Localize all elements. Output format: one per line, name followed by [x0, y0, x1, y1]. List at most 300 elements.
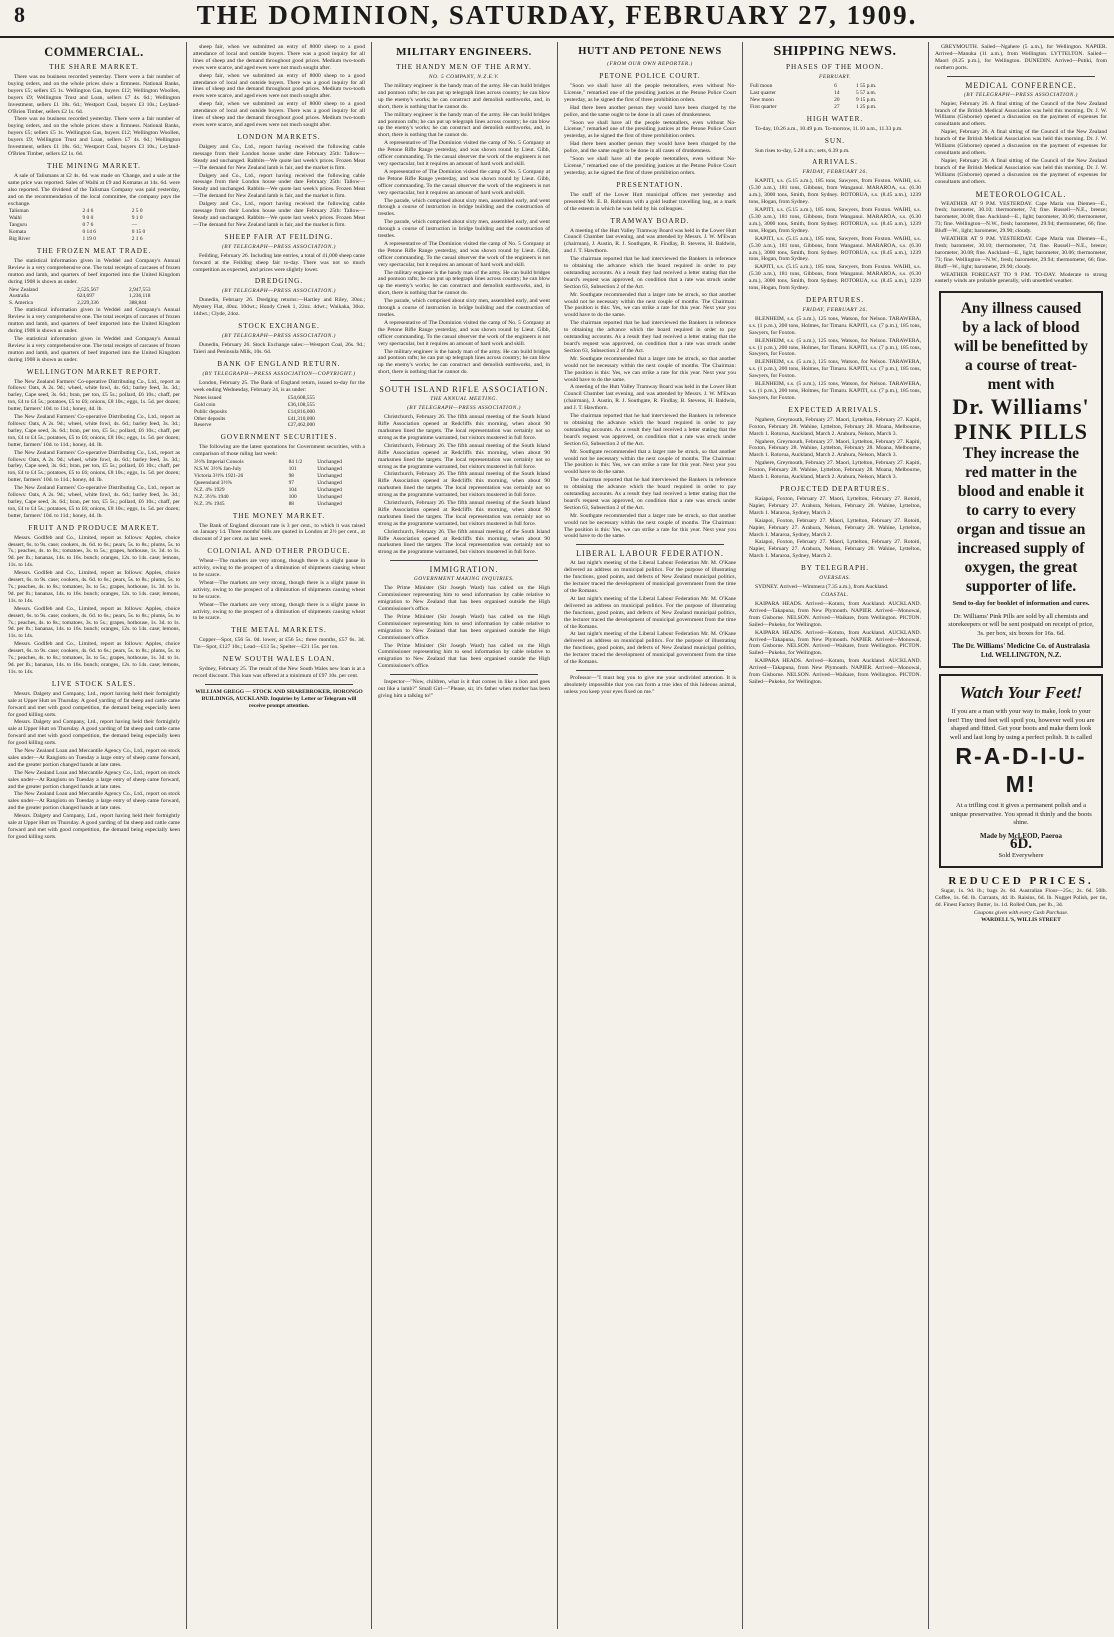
table-row: [8, 293, 180, 300]
article-title: TRAMWAY BOARD.: [610, 216, 690, 225]
table-cell: Unchanged: [317, 479, 342, 486]
ad-maker: The Dr. Williams' Medicine Co. of Australasia Ltd. WELLINGTON, N.Z.: [952, 642, 1090, 660]
article-text: WEATHER AT 9 P.M. YESTERDAY. Cape Maria van Diemen—E., fresh; barometer, 30.10; thermometer, 74; fine. Russell—N.E., breeze; barometer, 30.08; fine. Auckland—E., light; barometer, 30.06; thermometer, 73; fine. Wellington—N.W., fresh; barometer, 29.94; thermometer, 66; fine. Bluff—W., light; barometer, 29.90; cloudy.: [935, 236, 1107, 270]
table-row: [749, 104, 921, 111]
table-cell: Gold coin: [194, 401, 216, 408]
article-text: The chairman reported that he had interviewed the Bankers in reference to obtaining the advance which the board required in order to pay outstanding accounts. As a result they had received a letter stating that the board's request was approved, on condition that a rate was struck under Section 63, Subsection 2 of the Act.: [564, 477, 736, 511]
article-text: Kaiapoi, Foxton, February 27. Maori, Lyttelton, February 27. Rotoiti, Napier, February 27. Arahura, Nelson, February 28. Wahine, Lyttelton, March 1. Mararoa, Sydney, March 2.: [749, 517, 921, 538]
article-text: To-day, 10.26 a.m., 10.49 p.m. To-morrow, 11.10 a.m., 11.33 p.m.: [755, 125, 903, 132]
table-cell: Unchanged: [317, 500, 342, 507]
article-text: Dunedin, February 26. Dredging returns:—Hartley and Riley, 30oz.; Mystery Flat, 40oz. 10dwt.; Hundy Creek 1, 22oz. 4dwt.; Waikaka, 30oz. 14dwt.; Clyde, 24oz.: [193, 297, 365, 318]
article-text: The parade, which comprised about sixty men, assembled early, and went through a course of instruction in bridge building and the construction of trestles.: [378, 298, 550, 318]
table-row: [193, 395, 365, 402]
broker-advertisement: WILLIAM GREGG — STOCK AND SHAREBROKER, HORONGO BUILDINGS, AUCKLAND. Inquiries by Letter or Telegram will receive prompt attention.: [195, 689, 363, 709]
table-cell: 5 57 a.m.: [855, 89, 876, 96]
article-subtitle: THE ANNUAL MEETING.: [430, 396, 498, 403]
article-text: Ngahere, Greymouth, February 27. Maori, Lyttelton, February 27. Kapiti, Foxton, February 28. Wahine, Lyttelton, February 28. Moana, Melbourne, March 1. Rotorua, Auckland, March 2. Arahura, Nelson, March 3.: [749, 416, 921, 437]
article-subtitle: (BY TELEGRAPH—PRESS ASSOCIATION.): [222, 288, 336, 295]
table-cell: Australia: [9, 293, 29, 300]
article-title: SUN.: [824, 136, 846, 145]
article-subtitle: (FROM OUR OWN REPORTER.): [607, 61, 693, 67]
table-row: [193, 487, 365, 494]
table-cell: 98: [288, 472, 294, 479]
article-text: The following are the latest quotations for Government securities, with a comparison of those ruling last week:: [193, 444, 365, 458]
ad-line: oxygen, the great: [964, 559, 1078, 577]
ad-brand: Dr. Williams': [952, 394, 1090, 420]
article-text: A meeting of the Hutt Valley Tramway Board was held in the Lower Hutt Council Chamber last evening, and was attended by Messrs. J. W. M'Ewan (chairman), J. Austin, R. J. Southgate, R. Findlay, B. Stevens, H. Baldwin, and J. T. Hawthorn.: [564, 227, 736, 255]
article-title: PROJECTED DEPARTURES.: [780, 484, 890, 493]
ad-line: They increase the: [963, 445, 1079, 463]
article-text: KAIPARA HEADS. Arrived—Kotutu, from Auckland. AUCKLAND. Arrived—Takapuna, from New Plymouth. NAPIER. Arrived—Monowai, from Gisborne. NELSON. Arrived—Waikare, from Wellington. PICTON. Sailed—Pukeko, for Wellington.: [749, 601, 921, 628]
ad-body: At a trifling cost it gives a permanent polish and a unique preservative. You spread it thinly and the boots shine.: [950, 802, 1092, 827]
table-cell: Queensland 3½%: [194, 479, 233, 486]
article-text: Mr. Southgate recommended that a larger rate be struck, so that another would not be necessary within the next couple of months. The Chairman: The position is this: Yes, we can strike a rate for this year. Next year you would have to do the same.: [564, 448, 736, 476]
article-title: THE SHARE MARKET.: [49, 63, 139, 71]
table-cell: Unchanged: [317, 459, 342, 466]
reduced-prices-heading: REDUCED PRICES.: [948, 875, 1094, 888]
table-row: [8, 208, 180, 215]
ad-line: increased supply of: [957, 540, 1085, 558]
article-title: LONDON MARKETS.: [237, 132, 321, 141]
table-cell: 388,844: [129, 300, 147, 307]
article-text: A meeting of the Hutt Valley Tramway Board was held in the Lower Hutt Council Chamber last evening, and was attended by Messrs. J. W. M'Ewan (chairman), J. Austin, R. J. Southgate, R. Findlay, B. Stevens, H. Baldwin, and J. T. Hawthorn.: [564, 384, 736, 412]
column-rule: [928, 42, 929, 1629]
table-row: [8, 222, 180, 229]
article-text: Wheat—The markets are very strong, though there is a slight pause in activity, owing to the prospect of a diminution of shipments causing wheat to be scarce.: [193, 601, 365, 622]
article-text: KAPITI, s.s. (5.15 a.m.), 185 tons, Sawyers, from Foxton. WAIHI, s.s. (5.30 a.m.), 181 tons, Gibbons, from Wanganui. MARAROA, s.s. (6.30 a.m.), 3000 tons, Smith, from Sydney. ROTORUA, s.s. (8.45 a.m.), 1239 tons, Hogan, from Sydney.: [749, 235, 921, 263]
article-text: sheep fair, when we submitted an entry of 8000 sheep to a good attendance of local and outside buyers. There was a good inquiry for all lines of sheep and the demand throughout good prices. Medium two-tooth ewes were scarce, and aged ewes were not much sought after.: [193, 44, 365, 71]
column-shipping: [749, 44, 921, 1629]
article-text: Napier, February 26. A final sitting of the Council of the New Zealand branch of the British Medical Association was held this morning. Dr. J. W. Williams (Gisborne) opened a discussion on the payment of expenses for consultants and others.: [935, 129, 1107, 156]
divider: [947, 76, 1095, 77]
article-title: SOUTH ISLAND RIFLE ASSOCIATION.: [379, 385, 549, 395]
article-text: Professor—"I must beg you to give me your undivided attention. It is absolutely impossible that you can form a true idea of this hideous animal, unless you keep your eyes fixed on me.": [564, 674, 736, 695]
article-text: The New Zealand Farmers' Co-operative Distributing Co., Ltd., report as follows: Oats, A 2s. 9d.; wheel, white fowl, 4s. 6d.; barley feed, 3s. 3d.; barley, Cape seed, 3s. 6d.; bran, per ton, £5 5s.; pollard, £6 10s.; chaff, per ton, £4 to £4 5s.; potatoes, £5 to £6; onions, £8 10s.; eggs, 1s. 5d. per dozen; butter, farmers' 10d. to 11d.; honey, 4d. lb.: [8, 414, 180, 448]
article-text: GREYMOUTH. Sailed—Ngahere (5 a.m.), for Wellington. NAPIER. Arrived—Manuka (11 a.m.), from Wellington. LYTTELTON. Sailed—Maori (8.25 p.m.), for Wellington. DUNEDIN. Arrived—Putiki, from northern ports.: [935, 44, 1107, 71]
table-cell: Talisman: [9, 208, 29, 215]
table-cell: Komata: [9, 229, 27, 236]
article-text: Inspector—"Now, children, what is it that comes in like a lion and goes out like a lamb?" Small Girl—"Please, sir, it's father when mother has been giving him a talking to!": [378, 679, 550, 699]
table-cell: 27: [834, 103, 840, 110]
article-title: THE MINING MARKET.: [47, 161, 141, 170]
ad-sold: Sold Everywhere: [998, 851, 1044, 859]
table-cell: 1 19 0: [82, 236, 96, 243]
article-text: Sydney, February 25. The result of the New South Wales new loan is at a record discount. This loan was offered at a minimum of £97 10s. per cent.: [193, 666, 365, 680]
article-text: Ngahere, Greymouth, February 27. Maori, Lyttelton, February 27. Kapiti, Foxton, February 28. Wahine, Lyttelton, February 28. Moana, Melbourne, March 1. Rotorua, Auckland, March 2. Arahura, Nelson, March 3.: [749, 438, 921, 459]
table-cell: Unchanged: [317, 486, 342, 493]
article-text: The staff of the Lower Hutt municipal offices met yesterday and presented Mr. E. B. Robinson with a gold leather travelling bag, as a mark of the esteem in which he was held by his colleagues.: [564, 191, 736, 212]
moon-phases-table: [749, 83, 921, 111]
table-row: [749, 90, 921, 97]
table-cell: 14: [834, 89, 840, 96]
table-row: [193, 409, 365, 416]
month-label: FEBRUARY.: [819, 74, 851, 80]
article-text: The military engineer is the handy man of the army. He can build bridges and pontoon rafts; he can put up telegraph lines across country; he can blow up the enemy's works; he can construct and demolish earthworks, and, in short, there is nothing that he cannot do.: [378, 83, 550, 110]
table-row: [193, 501, 365, 508]
table-cell: 2,229,336: [77, 300, 99, 307]
article-subtitle: THE HANDY MEN OF THE ARMY.: [396, 63, 532, 71]
article-text: Napier, February 26. A final sitting of the Council of the New Zealand branch of the British Medical Association was held this morning. Dr. J. W. Williams (Gisborne) opened a discussion on the payment of expenses for consultants and others.: [935, 157, 1107, 185]
ad-line: a course of treat-: [964, 357, 1078, 375]
table-cell: 2,525,567: [77, 286, 99, 293]
table-cell: Other deposits: [194, 415, 226, 422]
table-cell: £54,608,555: [287, 394, 315, 401]
article-text: There was no business recorded yesterday. There were a fair number of buying orders, and on the whole prices show a firmness. National Banks, buyers £5; sellers £5 1s. Wellington Gas, buyers £12; Wellington Woollen, buyers £9; Wellington Trust and Loan, sellers £7 4s. 6d.; Wellington Investment, sellers £1 18s. 6d.; Westport Coal, buyers £3 10s.; Leyland-O'Brien Timber, sellers £2 1s. 6d.: [8, 74, 180, 115]
ad-body: If you are a man with your way to make, look to your feet! Tiny tired feet will spoil you, however well you are shaped and fitted. Get your boots and make them look well and last long by using a perfect polish. It is called: [947, 708, 1095, 741]
pink-pills-advertisement: [939, 291, 1103, 668]
table-cell: Reserve: [194, 422, 212, 429]
article-title: ARRIVALS.: [812, 158, 858, 167]
article-title: SHEEP FAIR AT FEILDING.: [224, 232, 334, 241]
article-text: Kaiapoi, Foxton, February 27. Maori, Lyttelton, February 27. Rotoiti, Napier, February 27. Arahura, Nelson, February 28. Wahine, Lyttelton, March 1. Mararoa, Sydney, March 2.: [749, 539, 921, 560]
article-text: sheep fair, when we submitted an entry of 8000 sheep to a good attendance of local and outside buyers. There was a good inquiry for all lines of sheep and the demand throughout good prices. Medium two-tooth ewes were scarce, and aged ewes were not much sought after.: [193, 72, 365, 100]
section-heading: SHIPPING NEWS.: [773, 44, 897, 59]
table-cell: 0 7 6: [82, 222, 94, 229]
table-cell: 1,236,118: [129, 293, 151, 300]
price-list: Sugar, 1s. 9d. lb.; bags 2s. 6d. Australian Flour—25s.; 2s. 6d. 50lb. Coffee, 1s. 6d. lb. Currants, 4d. lb. Raisins, 6d. lb. Nugget Polish, per tin, 4d. Finest Factory Butter, 1s. 1d. Rolled Oats, per lb., 3d.: [935, 888, 1107, 909]
article-text: Messrs. Godlfeb and Co., Limited, report as follows: Apples, choice dessert, 6s. to 9s. case; cookers, 4s. 6d. to 6s.; pears, 5s. to 8s.; plums, 5s. to 7s.; peaches, 4s. to 8s.; tomatoes, 3s. to 5s.; grapes, hothouse, 1s. 3d. to 1s. 9d. per lb.; bananas, 14s. to 16s. bunch; oranges, 12s. to 14s. case; lemons, 11s. to 14s.: [8, 534, 180, 569]
table-row: [193, 416, 365, 423]
article-text: The Prime Minister (Sir Joseph Ward) has called on the High Commissioner representing him to send information by cable relative to emigration to New Zealand that has been organised outside the High Commissioner's office.: [378, 613, 550, 641]
ad-line: by a lack of blood: [962, 319, 1080, 337]
table-cell: Big River: [9, 236, 31, 243]
table-cell: Unchanged: [317, 466, 342, 473]
article-title: WELLINGTON MARKET REPORT.: [26, 367, 162, 376]
article-text: BLENHEIM, s.s. (5 a.m.), 125 tons, Watson, for Nelson. TARAWERA, s.s. (1 p.m.), 200 tons, Holmes, for Timaru. KAPITI, s.s. (7 p.m.), 185 tons, Sawyers, for Foxton.: [749, 359, 921, 380]
article-title: COLONIAL AND OTHER PRODUCE.: [207, 547, 351, 556]
article-text: The chairman reported that he had interviewed the Bankers in reference to obtaining the advance which the board required in order to pay outstanding accounts. As a result they had received a letter stating that the board's request was approved, on condition that a rate was struck under Section 63, Subsection 2 of the Act.: [564, 413, 736, 447]
article-text: Mr. Southgate recommended that a larger rate be struck, so that another would not be necessary within the next couple of months. The Chairman: The position is this: Yes, we can strike a rate for this year. Next year you would have to do the same.: [564, 291, 736, 319]
ad-price: 6D.: [1009, 835, 1033, 852]
article-text: "Soon we shall have all the people teetotallers, even without No-License," remarked one of the presiding justices at the Petone Police Court yesterday, as he signed the first of three prohibition orders.: [564, 119, 736, 140]
article-subtitle: OVERSEAS.: [819, 575, 851, 582]
article-text: At last night's meeting of the Liberal Labour Federation Mr. M. O'Kane delivered an address on municipal politics. For the purpose of illustrating the functions, good points, and defects of New Zealand municipal politics, the lecturer traced the development of municipal government from the time of the Romans.: [564, 595, 736, 630]
table-cell: Unchanged: [317, 493, 342, 500]
divider: [390, 380, 538, 381]
column-medical-ads: [935, 44, 1107, 1629]
table-row: [749, 83, 921, 90]
ad-brand: PINK PILLS: [953, 419, 1089, 445]
ad-line: red matter in the: [965, 464, 1077, 482]
table-cell: 9 15 p.m.: [855, 96, 877, 103]
article-text: The statistical information given in Weddel and Company's Annual Review is a very comprehensive one. The total receipts of carcases of frozen mutton and lamb, and quarters of beef imported into the United Kingdom during 1908 is shown as under.: [8, 307, 180, 334]
divider: [205, 684, 353, 685]
article-title: NEW SOUTH WALES LOAN.: [222, 655, 336, 664]
ad-title: Watch Your Feet!: [959, 683, 1083, 703]
article-title: PETONE POLICE COURT.: [599, 72, 701, 80]
article-text: Dalgety and Co., Ltd., report having received the following cable message from their London house under date February 25th: Tallow—Steady and unchanged. Rabbits—We quote last week's prices. Frozen Meat—The demand for New Zealand lamb is fair, and the market is firm.: [193, 201, 365, 228]
column-rule: [557, 42, 558, 1629]
article-text: At last night's meeting of the Liberal Labour Federation Mr. M. O'Kane delivered an address on municipal politics. For the purpose of illustrating the functions, good points, and defects of New Zealand municipal politics, the lecturer traced the development of municipal government from the time of the Romans.: [564, 631, 736, 666]
table-cell: £41,310,000: [287, 415, 315, 422]
article-text: BLENHEIM, s.s. (5 a.m.), 125 tons, Watson, for Nelson. TARAWERA, s.s. (1 p.m.), 200 tons, Holmes, for Timaru. KAPITI, s.s. (7 p.m.), 185 tons, Sawyers, for Foxton.: [749, 337, 921, 358]
article-subtitle: GOVERNMENT MAKING INQUIRIES.: [413, 576, 515, 583]
article-text: The statistical information given in Weddel and Company's Annual Review is a very comprehensive one. The total receipts of carcases of frozen mutton and lamb, and quarters of beef imported into the United Kingdom during 1908 is shown as under.: [8, 257, 180, 285]
table-cell: 9 1 0: [131, 215, 143, 222]
article-text: A sale of Talismans at £2 4s. 6d. was made on 'Change, and a sale at the same price was reported. Sales of Waihi at £9 and Komatas at 14s. 6d. were also reported. The dividend of the Talisman Company was paid yesterday, and on the recommendation of the local committee, the company pays the exchange.: [8, 172, 180, 207]
article-text: Sun rises to-day, 5.28 a.m.; sets, 6.39 p.m.: [755, 147, 850, 154]
table-cell: Tanguru: [9, 222, 27, 229]
article-text: sheep fair, when we submitted an entry of 8000 sheep to a good attendance of local and outside buyers. There was a good inquiry for all lines of sheep and the demand throughout good prices. Medium two-tooth ewes were scarce, and aged ewes were not much sought after.: [193, 101, 365, 128]
table-cell: Victoria 3½% 1921-26: [194, 472, 244, 479]
table-cell: £36,108,555: [287, 401, 315, 408]
table-cell: 2 4 6: [82, 208, 94, 215]
table-row: [8, 215, 180, 222]
article-text: Messrs. Godlfeb and Co., Limited, report as follows: Apples, choice dessert, 6s. to 9s. case; cookers, 4s. 6d. to 6s.; pears, 5s. to 8s.; plums, 5s. to 7s.; peaches, 4s. to 8s.; tomatoes, 3s. to 5s.; grapes, hothouse, 1s. 3d. to 1s. 9d. per lb.; bananas, 14s. to 16s. bunch; oranges, 12s. to 14s. case; lemons, 11s. to 14s.: [8, 605, 180, 640]
column-rule: [186, 42, 187, 1629]
table-cell: 2 5 0: [131, 208, 143, 215]
section-heading: MILITARY ENGINEERS.: [396, 46, 532, 58]
table-cell: 2 1 6: [131, 236, 143, 243]
article-title: METEOROLOGICAL.: [975, 189, 1067, 199]
table-cell: Last quarter: [750, 89, 776, 96]
table-cell: —: [131, 222, 138, 229]
article-text: KAPITI, s.s. (5.15 a.m.), 185 tons, Sawyers, from Foxton. WAIHI, s.s. (5.30 a.m.), 181 tons, Gibbons, from Wanganui. MARAROA, s.s. (6.30 a.m.), 3000 tons, Smith, from Sydney. ROTORUA, s.s. (8.45 a.m.), 1239 tons, Hogan, from Sydney.: [749, 207, 921, 234]
mining-table: [8, 208, 180, 243]
article-text: The military engineer is the handy man of the army. He can build bridges and pontoon rafts; he can put up telegraph lines across country; he can blow up the enemy's works; he can construct and demolish earthworks, and, in short, there is nothing that he cannot do.: [378, 269, 550, 297]
table-cell: 1 55 p.m.: [855, 83, 877, 89]
frozen-meat-table: [8, 287, 180, 308]
article-text: WEATHER AT 9 P.M. YESTERDAY. Cape Maria van Diemen—E., fresh; barometer, 30.10; thermometer, 74; fine. Russell—N.E., breeze; barometer, 30.08; fine. Auckland—E., light; barometer, 30.06; thermometer, 73; fine. Wellington—N.W., fresh; barometer, 29.94; thermometer, 66; fine. Bluff—W., light; barometer, 29.90; cloudy.: [935, 200, 1107, 235]
article-title: MEDICAL CONFERENCE.: [965, 80, 1077, 90]
article-title: LIBERAL LABOUR FEDERATION.: [576, 549, 724, 559]
article-text: Messrs. Dalgety and Company, Ltd., report having held their fortnightly sale at Upper Hutt on Thursday. A good yarding of fat sheep and cattle came forward and met with good competition, the demand being especially keen for good killing sorts.: [8, 813, 180, 840]
section-heading: HUTT AND PETONE NEWS: [578, 46, 722, 57]
article-subtitle: (BY TELEGRAPH—PRESS ASSOCIATION.): [222, 243, 336, 250]
article-text: Christchurch, February 26. The fifth annual meeting of the South Island Rifle Association opened at Redcliffs this morning, when about 90 marksmen lined the targets. The local representation was certainly not so strong as the programme warranted, but visitors mustered in full force.: [378, 500, 550, 527]
table-cell: N.S.W. 3½% Jan-July: [194, 466, 242, 473]
column-military: [378, 44, 550, 1629]
article-text: A representative of The Dominion visited the camp of No. 5 Company at the Petone Rifle Range yesterday, and was shown round by Lieut. Gibb, officer commanding. To the casual observer the work of the engineers is not very spectacular, but it requires an amount of hard work and skill.: [378, 140, 550, 167]
article-text: "Soon we shall have all the people teetotallers, even without No-License," remarked one of the presiding justices at the Petone Police Court yesterday, as he signed the first of three prohibition orders.: [564, 156, 736, 176]
divider: [390, 560, 538, 561]
article-title: LIVE STOCK SALES.: [51, 679, 137, 688]
table-cell: Public deposits: [194, 408, 227, 415]
article-title: PHASES OF THE MOON.: [786, 63, 884, 71]
article-title: PRESENTATION.: [616, 180, 684, 189]
article-text: Napier, February 26. A final sitting of the Council of the New Zealand branch of the British Medical Association was held this morning. Dr. J. W. Williams (Gisborne) opened a discussion on the payment of expenses for consultants and others.: [935, 100, 1107, 128]
radium-advertisement: [939, 674, 1103, 868]
press-credit: (BY TELEGRAPH—PRESS ASSOCIATION.): [407, 405, 521, 412]
table-row: [8, 236, 180, 243]
table-cell: £27,462,000: [287, 422, 315, 429]
article-text: Dalgety and Co., Ltd., report having received the following cable message from their London house under date February 25th: Tallow—Steady and unchanged. Rabbits—We quote last week's prices. Frozen Meat—The demand for New Zealand lamb is fair, and the market is firm.: [193, 143, 365, 171]
article-text: Dalgety and Co., Ltd., report having received the following cable message from their London house under date February 25th: Tallow—Steady and unchanged. Rabbits—We quote last week's prices. Frozen Meat—The demand for New Zealand lamb is fair, and the market is firm.: [193, 172, 365, 200]
table-cell: Unchanged: [317, 472, 342, 479]
press-credit: (BY TELEGRAPH—PRESS ASSOCIATION.): [964, 91, 1078, 98]
table-cell: 9 0 0: [82, 215, 94, 222]
coupon-note: Coupons given with every Cash Purchase.: [973, 910, 1069, 916]
table-cell: N.Z. 3½% 1940: [194, 493, 229, 500]
table-cell: 3½% Imperial Consols: [194, 459, 244, 466]
article-text: The New Zealand Farmers' Co-operative Distributing Co., Ltd., report as follows: Oats, A 2s. 9d.; wheel, white fowl, 4s. 6d.; barley feed, 3s. 3d.; barley, Cape seed, 3s. 6d.; bran, per ton, £5 5s.; pollard, £6 10s.; chaff, per ton, £4 to £4 5s.; potatoes, £5 to £6; onions, £8 10s.; eggs, 1s. 5d. per dozen; butter, farmers' 10d. to 11d.; honey, 4d. lb.: [8, 449, 180, 484]
article-text: The parade, which comprised about sixty men, assembled early, and went through a course of instruction in bridge building and the construction of trestles.: [378, 219, 550, 240]
table-row: [749, 97, 921, 104]
table-row: [193, 473, 365, 480]
table-cell: 20: [834, 96, 840, 103]
article-text: Had there been another person they would have been charged by the police, and the same ought to be done in all cases of drunkenness.: [564, 141, 736, 155]
column-markets: [193, 44, 365, 1629]
article-title: FRUIT AND PRODUCE MARKET.: [28, 523, 160, 532]
article-title: IMMIGRATION.: [429, 565, 499, 575]
article-text: Messrs. Godlfeb and Co., Limited, report as follows: Apples, choice dessert, 6s. to 9s. case; cookers, 4s. 6d. to 6s.; pears, 5s. to 8s.; plums, 5s. to 7s.; peaches, 4s. to 8s.; tomatoes, 3s. to 5s.; grapes, hothouse, 1s. 3d. to 1s. 9d. per lb.; bananas, 14s. to 16s. bunch; oranges, 12s. to 14s. case; lemons, 11s. to 14s.: [8, 641, 180, 675]
table-row: [193, 494, 365, 501]
article-text: KAIPARA HEADS. Arrived—Kotutu, from Auckland. AUCKLAND. Arrived—Takapuna, from New Plymouth. NAPIER. Arrived—Monowai, from Gisborne. NELSON. Arrived—Waikare, from Wellington. PICTON. Sailed—Pukeko, for Wellington.: [749, 658, 921, 685]
article-text: SYDNEY. Arrived—Wimmera (7.35 a.m.), from Auckland.: [755, 584, 889, 591]
table-cell: Full moon: [750, 83, 773, 89]
article-title: BY TELEGRAPH.: [800, 564, 870, 573]
article-title: STOCK EXCHANGE.: [238, 322, 320, 331]
article-subtitle: (BY TELEGRAPH—PRESS ASSOCIATION—COPYRIGHT.): [202, 371, 356, 377]
table-cell: Waihi: [9, 215, 22, 222]
table-cell: 104: [288, 486, 297, 493]
article-title: BANK OF ENGLAND RETURN.: [217, 360, 341, 368]
table-cell: New moon: [750, 96, 774, 103]
table-cell: 88: [288, 500, 294, 507]
article-text: The New Zealand Farmers' Co-operative Distributing Co., Ltd., report as follows: Oats, A 2s. 9d.; wheel, white fowl, 4s. 6d.; barley feed, 3s. 3d.; barley, Cape seed, 3s. 6d.; bran, per ton, £5 5s.; pollard, £6 10s.; chaff, per ton, £4 to £4 5s.; potatoes, £5 to £6; onions, £8 10s.; eggs, 1s. 5d. per dozen; butter, farmers' 10d. to 11d.; honey, 4d. lb.: [8, 378, 180, 413]
article-text: The Prime Minister (Sir Joseph Ward) has called on the High Commissioner representing him to send information by cable relative to emigration to New Zealand that has been organised outside the High Commissioner's office.: [378, 585, 550, 612]
article-text: Wheat—The markets are very strong, though there is a slight pause in activity, owing to the prospect of a diminution of shipments causing wheat to be scarce.: [193, 558, 365, 579]
article-title: THE MONEY MARKET.: [232, 511, 326, 520]
table-cell: S. America: [9, 300, 33, 307]
article-title: HIGH WATER.: [806, 114, 864, 123]
article-text: A representative of The Dominion visited the camp of No. 5 Company at the Petone Rifle Range yesterday, and was shown round by Lieut. Gibb, officer commanding. To the casual observer the work of the engineers is not very spectacular, but it requires an amount of hard work and skill.: [378, 168, 550, 196]
article-title: THE METAL MARKETS.: [231, 626, 327, 635]
article-text: BLENHEIM, s.s. (5 a.m.), 125 tons, Watson, for Nelson. TARAWERA, s.s. (1 p.m.), 200 tons, Holmes, for Timaru. KAPITI, s.s. (7 p.m.), 185 tons, Sawyers, for Foxton.: [749, 381, 921, 401]
article-text: Kaiapoi, Foxton, February 27. Maori, Lyttelton, February 27. Rotoiti, Napier, February 27. Arahura, Nelson, February 28. Wahine, Lyttelton, March 1. Mararoa, Sydney, March 2.: [749, 495, 921, 516]
table-cell: N.Z. 3% 1945: [194, 500, 225, 507]
article-text: "Soon we shall have all the people teetotallers, even without No-License," remarked one of the presiding justices at the Petone Police Court yesterday, as he signed the first of three prohibition orders.: [564, 83, 736, 103]
article-text: The chairman reported that he had interviewed the Bankers in reference to obtaining the advance which the board required in order to pay outstanding accounts. As a result they had received a letter stating that the board's request was approved, on condition that a rate was struck under Section 63, Subsection 2 of the Act.: [564, 256, 736, 290]
ad-product: R-A-D-I-U-M!: [955, 743, 1087, 798]
table-cell: Notes issued: [194, 394, 222, 401]
article-text: At last night's meeting of the Liberal Labour Federation Mr. M. O'Kane delivered an address on municipal politics. For the purpose of illustrating the functions, good points, and defects of New Zealand municipal politics, the lecturer traced the development of municipal government from the time of the Romans.: [564, 560, 736, 594]
table-cell: 2,947,553: [129, 286, 151, 293]
article-text: The New Zealand Loan and Mercantile Agency Co., Ltd., report on stock sales under—At Rangiotu on Tuesday a large entry of sheep came forward, and the greater portion changed hands at late rates.: [8, 769, 180, 790]
ad-note: Dr. Williams' Pink Pills are sold by all chemists and storekeepers or will be sent postpaid on receipt of price, 3s. per box, six boxes for 16s. 6d.: [948, 612, 1094, 637]
table-cell: First quarter: [750, 103, 777, 110]
article-text: KAPITI, s.s. (5.15 a.m.), 185 tons, Sawyers, from Foxton. WAIHI, s.s. (5.30 a.m.), 181 tons, Gibbons, from Wanganui. MARAROA, s.s. (6.30 a.m.), 3000 tons, Smith, from Sydney. ROTORUA, s.s. (8.45 a.m.), 1239 tons, Hogan, from Sydney.: [749, 264, 921, 292]
article-text: The parade, which comprised about sixty men, assembled early, and went through a course of instruction in bridge building and the construction of trestles.: [378, 197, 550, 218]
table-cell: 1 25 p.m.: [855, 103, 877, 110]
ad-line: supporter of life.: [965, 578, 1077, 596]
column-hutt-petone: [564, 44, 736, 1629]
article-text: Christchurch, February 26. The fifth annual meeting of the South Island Rifle Association opened at Redcliffs this morning, when about 90 marksmen lined the targets. The local representation was certainly not so strong as the programme warranted, but visitors mustered in full force.: [378, 471, 550, 499]
article-text: KAIPARA HEADS. Arrived—Kotutu, from Auckland. AUCKLAND. Arrived—Takapuna, from New Plymouth. NAPIER. Arrived—Monowai, from Gisborne. NELSON. Arrived—Waikare, from Wellington. PICTON. Sailed—Pukeko, for Wellington.: [749, 629, 921, 657]
bank-return-table: [193, 395, 365, 430]
ad-line: blood and enable it: [957, 483, 1085, 501]
section-heading: COMMERCIAL.: [44, 45, 144, 59]
article-text: The Bank of England discount rate is 3 per cent., to which it was raised on January 14. Three months' bills are quoted in London at 2½ per cent., at discount of 2 per cent. as last week.: [193, 522, 365, 543]
article-text: Copper—Spot, £56 5s. 0d. lower, at £56 5s.; three months, £57 6s. 3d. Tin—Spot, £127 10s.; Lead—£13 5s.; Spelter—£21 15s. per ton.: [193, 637, 365, 651]
article-text: The military engineer is the handy man of the army. He can build bridges and pontoon rafts; he can put up telegraph lines across country; he can blow up the enemy's works; he can construct and demolish earthworks, and, in short, there is nothing that he cannot do.: [378, 348, 550, 376]
article-text: Dunedin, February 26. Stock Exchange sales:—Westport Coal, 26s. 9d.; Taieri and Peninsula Milk, 10s. 6d.: [193, 342, 365, 356]
article-text: London, February 25. The Bank of England return, issued to-day for the week ending Wednesday, February 24, is as under:: [193, 380, 365, 393]
article-text: Christchurch, February 26. The fifth annual meeting of the South Island Rifle Association opened at Redcliffs this morning, when about 90 marksmen lined the targets. The local representation was certainly not so strong as the programme warranted, but visitors mustered in full force.: [378, 442, 550, 470]
article-text: Ngahere, Greymouth, February 27. Maori, Lyttelton, February 27. Kapiti, Foxton, February 28. Wahine, Lyttelton, February 28. Moana, Melbourne, March 1. Rotorua, Auckland, March 2. Arahura, Nelson, March 3.: [749, 460, 921, 481]
date-label: FRIDAY, FEBRUARY 26.: [802, 169, 868, 176]
column-rule: [371, 42, 372, 1629]
table-cell: 100: [288, 493, 297, 500]
table-cell: 84 1/2: [288, 459, 303, 466]
article-text: Feilding, February 26. Including late entries, a total of 41,000 sheep came forward at the Feilding sheep fair to-day. There was not so much competition as expected, and prices were slightly lower.: [193, 252, 365, 273]
divider: [576, 544, 724, 545]
table-row: [8, 229, 180, 236]
article-text: A representative of The Dominion visited the camp of No. 5 Company at the Petone Rifle Range yesterday, and was shown round by Lieut. Gibb, officer commanding. To the casual observer the work of the engineers is not very spectacular, but it requires an amount of hard work and skill.: [378, 319, 550, 347]
article-text: The New Zealand Farmers' Co-operative Distributing Co., Ltd., report as follows: Oats, A 2s. 9d.; wheel, white fowl, 4s. 6d.; barley feed, 3s. 3d.; barley, Cape seed, 3s. 6d.; bran, per ton, £5 5s.; pollard, £6 10s.; chaff, per ton, £4 to £4 5s.; potatoes, £5 to £6; onions, £8 10s.; eggs, 1s. 5d. per dozen; butter, farmers' 10d. to 11d.; honey, 4d. lb.: [8, 485, 180, 519]
table-row: [193, 402, 365, 409]
article-title: DEPARTURES.: [805, 295, 865, 304]
ad-line: will be benefitted by: [954, 338, 1088, 356]
table-row: [8, 287, 180, 294]
table-row: [193, 422, 365, 429]
table-row: [193, 480, 365, 487]
article-title: THE FROZEN MEAT TRADE.: [36, 246, 152, 255]
article-title: GOVERNMENT SECURITIES.: [220, 433, 338, 442]
table-cell: 0 14 6: [82, 229, 96, 236]
article-text: WEATHER FORECAST TO 9 P.M. TO-DAY. Moderate to strong easterly winds are probable generally, with unsettled weather.: [935, 271, 1107, 285]
divider: [390, 674, 538, 675]
masthead: [0, 0, 1114, 38]
article-subtitle: COASTAL.: [821, 592, 849, 599]
article-title: DREDGING.: [254, 277, 304, 286]
company-name: NO. 5 COMPANY, N.Z.E.V.: [428, 74, 500, 80]
ad-line: to carry to every: [966, 502, 1076, 520]
article-text: Messrs. Godlfeb and Co., Limited, report as follows: Apples, choice dessert, 6s. to 9s. case; cookers, 4s. 6d. to 6s.; pears, 5s. to 8s.; plums, 5s. to 7s.; peaches, 4s. to 8s.; tomatoes, 3s. to 5s.; grapes, hothouse, 1s. 3d. to 1s. 9d. per lb.; bananas, 14s. to 16s. bunch; oranges, 12s. to 14s. case; lemons, 11s. to 14s.: [8, 570, 180, 604]
ad-line: organ and tissue an: [956, 521, 1086, 539]
securities-table: [193, 459, 365, 507]
table-cell: 624,697: [77, 293, 95, 300]
divider: [576, 670, 724, 671]
table-cell: 0 15 0: [131, 229, 146, 236]
article-title: EXPECTED ARRIVALS.: [788, 405, 882, 414]
article-text: Christchurch, February 26. The fifth annual meeting of the South Island Rifle Association opened at Redcliffs this morning, when about 90 marksmen lined the targets. The local representation was certainly not so strong as the programme warranted, but visitors mustered in full force.: [378, 528, 550, 556]
shop-name: WARDELL'S, WILLIS STREET: [981, 916, 1061, 923]
article-text: Messrs. Dalgety and Company, Ltd., report having held their fortnightly sale at Upper Hutt on Thursday. A good yarding of fat sheep and cattle came forward and met with good competition, the demand being especially keen for good killing sorts.: [8, 690, 180, 718]
article-text: Mr. Southgate recommended that a larger rate be struck, so that another would not be necessary within the next couple of months. The Chairman: The position is this: Yes, we can strike a rate for this year. Next year you would have to do the same.: [564, 355, 736, 383]
table-cell: 6: [834, 83, 837, 89]
article-text: Christchurch, February 26. The fifth annual meeting of the South Island Rifle Association opened at Redcliffs this morning, when about 90 marksmen lined the targets. The local representation was certainly not so strong as the programme warranted, but visitors mustered in full force.: [378, 414, 550, 441]
article-text: The military engineer is the handy man of the army. He can build bridges and pontoon rafts; he can put up telegraph lines across country; he can blow up the enemy's works; he can construct and demolish earthworks, and, in short, there is nothing that he cannot do.: [378, 111, 550, 139]
article-text: Messrs. Dalgety and Company, Ltd., report having held their fortnightly sale at Upper Hutt on Thursday. A good yarding of fat sheep and cattle came forward and met with good competition, the demand being especially keen for good killing sorts.: [8, 719, 180, 747]
article-text: Mr. Southgate recommended that a larger rate be struck, so that another would not be necessary within the next couple of months. The Chairman: The position is this: Yes, we can strike a rate for this year. Next year you would have to do the same.: [564, 512, 736, 540]
article-text: Wheat—The markets are very strong, though there is a slight pause in activity, owing to the prospect of a diminution of shipments causing wheat to be scarce.: [193, 579, 365, 600]
table-cell: N.Z. 4% 1929: [194, 486, 225, 493]
article-text: The statistical information given in Weddel and Company's Annual Review is a very comprehensive one. The total receipts of carcases of frozen mutton and lamb, and quarters of beef imported into the United Kingdom during 1908 is shown as under.: [8, 335, 180, 363]
article-text: A representative of The Dominion visited the camp of No. 5 Company at the Petone Rifle Range yesterday, and was shown round by Lieut. Gibb, officer commanding. To the casual observer the work of the engineers is not very spectacular, but it requires an amount of hard work and skill.: [378, 240, 550, 268]
article-text: Had there been another person they would have been charged by the police, and the same ought to be done in all cases of drunkenness.: [564, 104, 736, 118]
ad-line: Any illness caused: [960, 300, 1082, 318]
article-subtitle: (BY TELEGRAPH—PRESS ASSOCIATION.): [222, 333, 336, 340]
table-cell: 101: [288, 466, 297, 473]
ad-maker: Made by McLEOD, Paeroa: [980, 831, 1062, 840]
column-commercial: [8, 44, 180, 1629]
page-number: 8: [14, 2, 25, 27]
article-text: The chairman reported that he had interviewed the Bankers in reference to obtaining the advance which the board required in order to pay outstanding accounts. As a result they had received a letter stating that the board's request was approved, on condition that a rate was struck under Section 63, Subsection 2 of the Act.: [564, 320, 736, 354]
ad-note: Send to-day for booklet of information and cures.: [952, 600, 1090, 608]
date-label: FRIDAY, FEBRUARY 26.: [802, 306, 868, 313]
article-text: The New Zealand Loan and Mercantile Agency Co., Ltd., report on stock sales under—At Rangiotu on Tuesday a large entry of sheep came forward, and the greater portion changed hands at late rates.: [8, 791, 180, 812]
article-text: KAPITI, s.s. (5.15 a.m.), 185 tons, Sawyers, from Foxton. WAIHI, s.s. (5.30 a.m.), 181 tons, Gibbons, from Wanganui. MARAROA, s.s. (6.30 a.m.), 3000 tons, Smith, from Sydney. ROTORUA, s.s. (8.45 a.m.), 1239 tons, Hogan, from Sydney.: [749, 178, 921, 206]
newspaper-title: THE DOMINION, SATURDAY, FEBRUARY 27, 1909.: [196, 0, 918, 30]
table-row: [193, 466, 365, 473]
table-cell: £14,816,000: [287, 408, 315, 415]
column-rule: [742, 42, 743, 1629]
article-text: BLENHEIM, s.s. (5 a.m.), 125 tons, Watson, for Nelson. TARAWERA, s.s. (1 p.m.), 200 tons, Holmes, for Timaru. KAPITI, s.s. (7 p.m.), 185 tons, Sawyers, for Foxton.: [749, 315, 921, 336]
article-text: The New Zealand Loan and Mercantile Agency Co., Ltd., report on stock sales under—At Rangiotu on Tuesday a large entry of sheep came forward, and the greater portion changed hands at late rates.: [8, 748, 180, 768]
table-cell: 97: [288, 479, 294, 486]
article-text: The Prime Minister (Sir Joseph Ward) has called on the High Commissioner representing him to send information by cable relative to emigration to New Zealand that has been organised outside the High Commissioner's office.: [378, 642, 550, 670]
